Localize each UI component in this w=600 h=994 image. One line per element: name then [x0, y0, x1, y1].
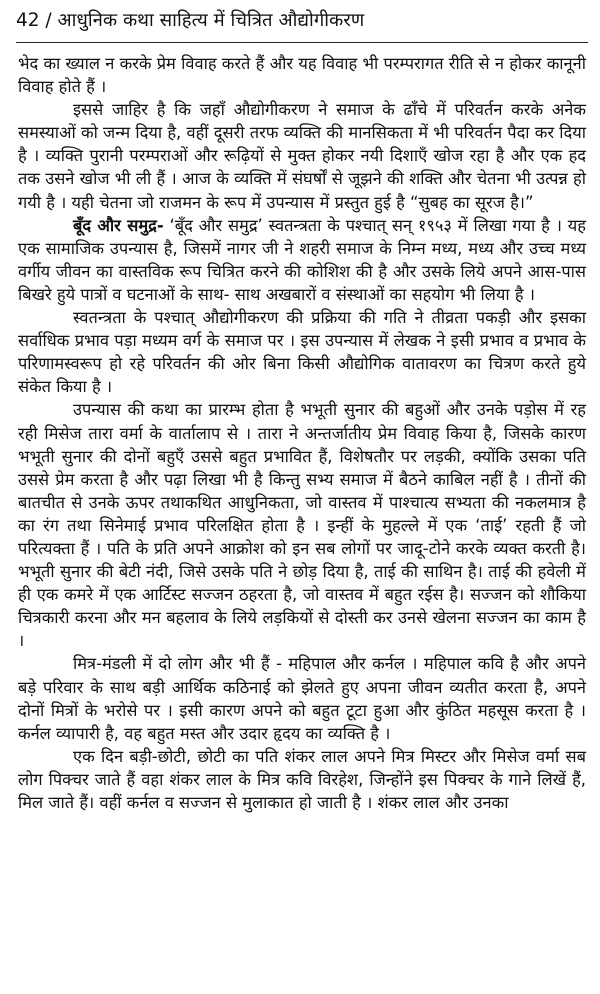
section-heading: बूँद और समुद्र-	[73, 215, 164, 235]
paragraph-4: स्वतन्त्रता के पश्चात् औद्योगीकरण की प्रक्रिया की गति ने तीव्रता पकड़ी और इसका सर्वाधिक प्रभाव पड़ा मध्यम वर्ग के समाज पर । इस उपन्यास में लेखक ने इसी प्रभाव व प्रभाव के परिणामस्वरूप हो रहे परिवर्तन की ओर बिना किसी औद्योगिक वातावरण का चित्रण करते हुये संकेत किया है ।	[18, 308, 586, 397]
paragraph-5: उपन्यास की कथा का प्रारम्भ होता है भभूती सुनार की बहुओं और उनके पड़ोस में रह रही मिसेज तारा वर्मा के वार्तालाप से । तारा ने अन्तर्जातीय प्रेम विवाह किया है, जिसके कारण भभूती सुनार की दोनों बहुएँ उससे बहुत प्रभावित हैं, विशेषतौर पर लड़की, क्योंकि उसका पति उससे प्रेम करता है और पढ़ा लिखा भी है किन्तु सभ्य समाज में बैठने काबिल नहीं है । तीनों की बातचीत से उनके ऊपर तथाकथित आधुनिकता, जो वास्तव में पाश्चात्य सभ्यता की नकलमात्र है का रंग तथा सिनेमाई प्रभाव परिलक्षित होता है । इन्हीं के मुहल्ले में एक ‘ताई’ रहती हैं जो परित्यक्ता हैं । पति के प्रति अपने आक्रोश को इन सब लोगों पर जादू-टोने करके व्यक्त करती है। भभूती सुनार की बेटी नंदी, जिसे उसके पति ने छोड़ दिया है, ताई की साथिन है। ताई की हवेली में ही एक कमरे में एक आर्टिस्ट सज्जन ठहरता है, जो वास्तव में बहुत रईस है। सज्जन को शौकिया चित्रकारी करना और मन बहलाव के लिये लड़कियों से दोस्ती कर उनसे खेलना सज्जन का काम है ।	[18, 400, 586, 651]
paragraph-2: इससे जाहिर है कि जहाँ औद्योगीकरण ने समाज के ढाँचे में परिवर्तन करके अनेक समस्याओं को जन्म दिया है, वहीं दूसरी तरफ व्यक्ति की मानसिकता में भी परिवर्तन पैदा कर दिया है । व्यक्ति पुरानी परम्पराओं और रूढ़ियों से मुक्त होकर नयी दिशाएँ खोज रहा है और एक हद तक उसने खोज भी ली हैं । आज के व्यक्ति में संघर्षों से जूझने की शक्ति और चेतना भी उत्पन्न हो गयी है । यही चेतना जो राजमन के रूप में उपन्यास में प्रस्तुत हुई है “सुबह का सूरज है।”	[18, 100, 586, 212]
paragraph-1: भेद का ख्याल न करके प्रेम विवाह करते हैं और यह विवाह भी परम्परागत रीति से न होकर कानूनी विवाह होते हैं ।	[18, 54, 586, 97]
running-header	[16, 8, 586, 34]
body-text	[18, 52, 586, 814]
page-number: 42	[16, 10, 40, 31]
paragraph-6: मित्र-मंडली में दो लोग और भी हैं - महिपाल और कर्नल । महिपाल कवि है और अपने बड़े परिवार के साथ बड़ी आर्थिक कठिनाई को झेलते हुए अपना जीवन व्यतीत करता है, अपने दोनों मित्रों के भरोसे पर । इसी कारण अपने को बहुत टूटा हुआ और कुंठित महसूस करता है । कर्नल व्यापारी है, वह बहुत मस्त और उदार हृदय का व्यक्ति है ।	[18, 654, 586, 743]
book-title: आधुनिक कथा साहित्य में चित्रित औद्योगीकरण	[57, 10, 365, 31]
paragraph-3-text: ‘बूँद और समुद्र’ स्वतन्त्रता के पश्चात् सन् १९५३ में लिखा गया है । यह एक सामाजिक उपन्यास है, जिसमें नागर जी ने शहरी समाज के निम्न मध्य, मध्य और उच्च मध्य वर्गीय जीवन का वास्तविक रूप चित्रित करने की कोशिश की है और उसके लिये अपने आस-पास बिखरे हुये पात्रों व घटनाओं के साथ- साथ अखबारों व संस्थाओं का सहयोग भी लिया है ।	[18, 215, 586, 304]
paragraph-7: एक दिन बड़ी-छोटी, छोटी का पति शंकर लाल अपने मित्र मिस्टर और मिसेज वर्मा सब लोग पिक्चर जाते हैं वहा शंकर लाल के मित्र कवि विरहेश, जिन्होंने इस पिक्चर के गाने लिखें हैं, मिल जाते हैं। वहीं कर्नल व सज्जन से मुलाकात हो जाती है । शंकर लाल और उनका	[18, 746, 586, 812]
paragraph-3	[18, 214, 586, 306]
header-separator: /	[39, 10, 58, 31]
header-rule	[16, 42, 588, 43]
